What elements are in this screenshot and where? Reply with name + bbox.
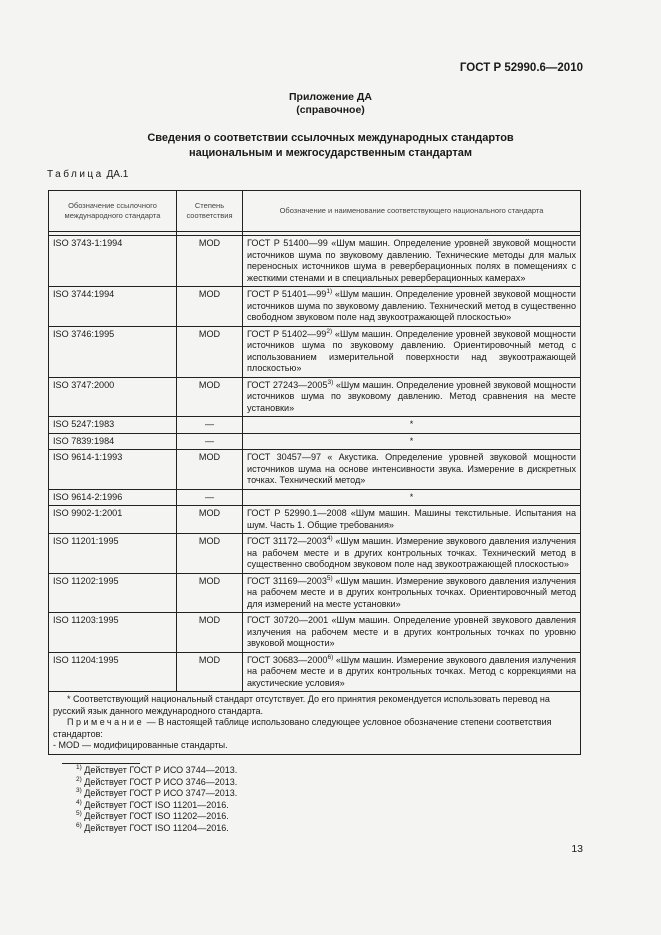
national-standard-title: «Шум машин. Определение уровней звуковой мощности источников шума по звуковому давлению. Ориентировочный метод с использованием измерительной поверхности над звукоотражающей плоскостью» xyxy=(247,328,576,373)
table-notes-row xyxy=(49,692,581,755)
national-standard-cell xyxy=(243,377,581,417)
intl-standard-cell: ISO 9614-2:1996 xyxy=(49,489,177,506)
note-text: — В настоящей таблице использовано следующее условное обозначение степени соответствия стандартов: xyxy=(53,717,552,739)
intl-standard-cell: ISO 7839:1984 xyxy=(49,433,177,450)
national-standard-code: ГОСТ Р 51402—99 xyxy=(247,328,327,339)
national-standard-code: ГОСТ 30683—2000 xyxy=(247,654,328,665)
footnote xyxy=(76,788,237,800)
table-row xyxy=(49,377,581,417)
footnote-ref: 3) xyxy=(327,378,334,386)
footnote-text: Действует ГОСТ ISO 11204—2016. xyxy=(81,822,229,833)
national-standard-cell: ГОСТ 30457—97 « Акустика. Определение уровней звуковой мощности источников шума на основе интенсивности звука. Измерение в дискретных точках. Технический метод» xyxy=(243,450,581,490)
table-row xyxy=(49,652,581,692)
table-caption xyxy=(47,169,128,180)
intl-standard-cell: ISO 11202:1995 xyxy=(49,573,177,613)
footnote-text: Действует ГОСТ Р ИСО 3746—2013. xyxy=(81,776,238,787)
header-intl-standard: Обозначение ссылочного международного стандарта xyxy=(49,191,177,232)
section-title-line-2: национальным и межгосударственным стандартам xyxy=(189,147,472,159)
table-row xyxy=(49,326,581,377)
national-standard-cell: ГОСТ Р 52990.1—2008 «Шум машин. Машины текстильные. Испытания на шум. Часть 1. Общие требования» xyxy=(243,506,581,534)
intl-standard-cell: ISO 5247:1983 xyxy=(49,417,177,434)
table-row xyxy=(49,433,581,450)
national-standard-cell: ГОСТ 30720—2001 «Шум машин. Определение уровней звукового давления излучения на рабочем месте и в других контрольных точках по уровню звуковой мощности» xyxy=(243,613,581,653)
national-standard-cell xyxy=(243,326,581,377)
degree-cell: MOD xyxy=(177,377,243,417)
footnote-ref: 5) xyxy=(326,574,333,582)
degree-cell: MOD xyxy=(177,534,243,574)
footnotes xyxy=(76,765,237,834)
national-standard-title: «Шум машин. Измерение звукового давления излучения на рабочем месте и в других контрольных точках. Метод с коррекциями на акустические условия» xyxy=(247,654,576,688)
footnote-ref: 2) xyxy=(326,327,333,335)
national-standard-title: «Шум машин. Определение уровней звуковой мощности источников шума по звуковому давлению. Метод сравнения на месте установки» xyxy=(247,379,576,413)
table-row xyxy=(49,534,581,574)
intl-standard-cell: ISO 9902-1:2001 xyxy=(49,506,177,534)
table-row xyxy=(49,573,581,613)
table-row xyxy=(49,287,581,327)
national-standard-title: «Шум машин. Измерение звукового давления излучения на рабочем месте и в других контрольных точках. Технический метод в существенно свободном звуковом поле над звукоотражающей плоскостью» xyxy=(247,536,576,569)
footnote-number: 1) xyxy=(76,764,82,771)
appendix-heading xyxy=(0,91,661,117)
degree-cell: MOD xyxy=(177,450,243,490)
footnote-ref: 4) xyxy=(326,534,333,542)
footnote-separator xyxy=(62,763,140,764)
table-caption-number: ДА.1 xyxy=(106,169,129,180)
national-standard-code: ГОСТ 31172—2003 xyxy=(247,536,327,546)
degree-cell: MOD xyxy=(177,613,243,653)
note-mod: - MOD — модифицированные стандарты. xyxy=(53,740,228,750)
footnote-ref: 1) xyxy=(326,287,333,295)
degree-cell: MOD xyxy=(177,652,243,692)
national-standard-cell xyxy=(243,573,581,613)
intl-standard-cell: ISO 3747:2000 xyxy=(49,377,177,417)
degree-cell: MOD xyxy=(177,573,243,613)
table-row xyxy=(49,236,581,287)
intl-standard-cell: ISO 3743-1:1994 xyxy=(49,236,177,287)
national-standard-code: ГОСТ 31169—2003 xyxy=(247,575,327,586)
footnote xyxy=(76,811,237,823)
table-header-row xyxy=(49,191,581,232)
national-standard-code: ГОСТ Р 51401—99 xyxy=(247,289,327,299)
footnote xyxy=(76,777,237,789)
footnote xyxy=(76,823,237,835)
page-number: 13 xyxy=(571,843,583,855)
national-standard-cell xyxy=(243,534,581,574)
intl-standard-cell: ISO 9614-1:1993 xyxy=(49,450,177,490)
intl-standard-cell: ISO 11204:1995 xyxy=(49,652,177,692)
national-standard-cell xyxy=(243,287,581,327)
section-title xyxy=(0,131,661,161)
section-title-line-1: Сведения о соответствии ссылочных международных стандартов xyxy=(147,132,514,144)
national-standard-cell: * xyxy=(243,433,581,450)
header-national-standard: Обозначение и наименование соответствующего национального стандарта xyxy=(243,191,581,232)
degree-cell: — xyxy=(177,417,243,434)
national-standard-title: «Шум машин. Определение уровней звуковой мощности источников шума по звуковому давлению. Технический метод в существенно свободном звуковом поле над звукоотражающей плоскостью» xyxy=(247,289,576,322)
national-standard-title: «Шум машин. Измерение звукового давления излучения на рабочем месте и в других контрольных точках. Ориентировочный метод для измерений на месте установки» xyxy=(247,575,576,609)
footnote-text: Действует ГОСТ Р ИСО 3744—2013. xyxy=(81,765,238,775)
table-row xyxy=(49,506,581,534)
intl-standard-cell: ISO 11201:1995 xyxy=(49,534,177,574)
footnote-number: 3) xyxy=(76,787,82,794)
intl-standard-cell: ISO 3746:1995 xyxy=(49,326,177,377)
footnote-text: Действует ГОСТ ISO 11202—2016. xyxy=(81,811,229,821)
intl-standard-cell: ISO 11203:1995 xyxy=(49,613,177,653)
note-star: * Соответствующий национальный стандарт отсутствует. До его принятия рекомендуется использовать перевод на русский язык данного международного стандарта. xyxy=(53,694,550,716)
national-standard-cell: ГОСТ Р 51400—99 «Шум машин. Определение уровней звуковой мощности источников шума по звуковому давлению. Технические методы для малых переносных источников шума в реверберационных полях в помещениях с жесткими стенами и в специальных реверберационных камерах» xyxy=(243,236,581,287)
footnote xyxy=(76,800,237,812)
footnote xyxy=(76,765,237,777)
degree-cell: — xyxy=(177,489,243,506)
appendix-title: Приложение ДА xyxy=(289,91,372,103)
table-row xyxy=(49,417,581,434)
appendix-subtitle: (справочное) xyxy=(296,104,365,116)
table-row xyxy=(49,489,581,506)
footnote-text: Действует ГОСТ ISO 11201—2016. xyxy=(81,799,229,810)
national-standard-cell: * xyxy=(243,489,581,506)
degree-cell: MOD xyxy=(177,506,243,534)
intl-standard-cell: ISO 3744:1994 xyxy=(49,287,177,327)
correspondence-table xyxy=(48,190,581,755)
national-standard-code: ГОСТ 27243—2005 xyxy=(247,379,328,390)
national-standard-cell: * xyxy=(243,417,581,434)
footnote-number: 5) xyxy=(76,810,82,817)
footnote-text: Действует ГОСТ Р ИСО 3747—2013. xyxy=(81,788,238,798)
table-row xyxy=(49,613,581,653)
degree-cell: MOD xyxy=(177,287,243,327)
degree-cell: — xyxy=(177,433,243,450)
table-caption-word: Таблица xyxy=(47,169,104,180)
document-number: ГОСТ Р 52990.6—2010 xyxy=(459,62,583,74)
note-paragraph xyxy=(53,717,576,740)
footnote-number: 2) xyxy=(76,775,82,783)
degree-cell: MOD xyxy=(177,236,243,287)
footnote-number: 6) xyxy=(76,821,82,829)
degree-cell: MOD xyxy=(177,326,243,377)
footnote-ref: 6) xyxy=(327,653,334,661)
footnote-number: 4) xyxy=(76,798,82,806)
table-row xyxy=(49,450,581,490)
national-standard-cell xyxy=(243,652,581,692)
table-notes xyxy=(49,692,581,755)
header-degree: Степень соответствия xyxy=(177,191,243,232)
note-word: Примечание xyxy=(67,717,145,727)
